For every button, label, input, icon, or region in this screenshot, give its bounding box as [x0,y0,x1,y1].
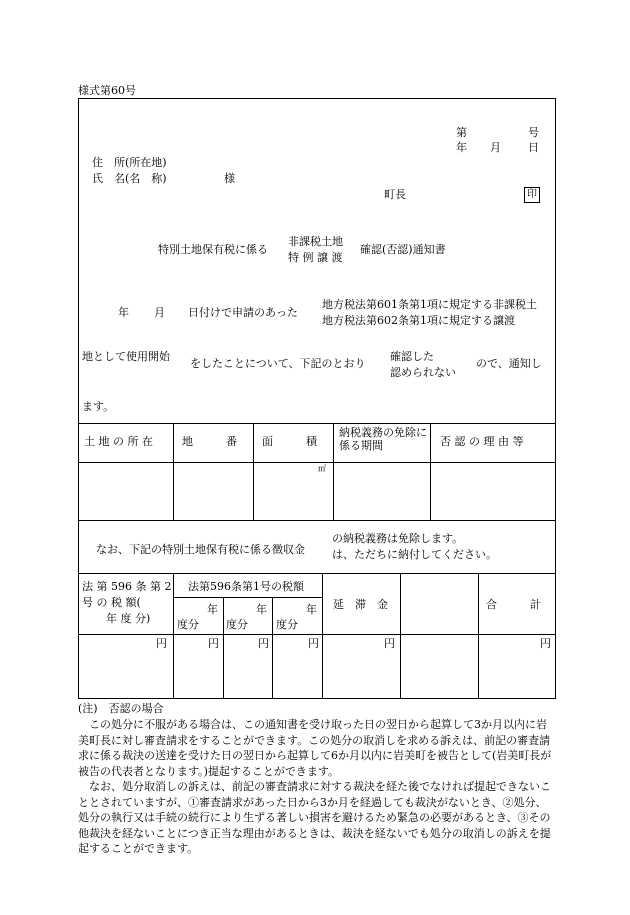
fiscal-year-label: 度分 [226,618,248,631]
name-label: 氏 名(名 称) [92,172,167,185]
form-number: 様式第60号 [78,84,136,97]
title-prefix: 特別土地保有税に係る [158,243,268,256]
tax-art596-2-line3: 年 度 分) [106,612,151,625]
date-day: 日 [528,141,539,154]
note-paragraph-2: なお、処分取消しの訴えは、前記の審査請求に対する裁決を経た後でなければ提起できないこととされていますが、①審査請求があった日から3か月を経過しても裁決がないとき、②処分、処分の執行又は手続の続行により生ずる著しい損害を避けるため緊急の必要があるとき、③その他裁決を経ないことにつき正当な理由があるときは、裁決を経ないでも処分の取消しの訴えを提起することができます。 [78,780,551,855]
col-land-location: 土 地 の 所 在 [84,435,153,448]
body-law-602: 地方税法第602条第1項に規定する譲渡 [322,314,515,327]
tax-art596-1-header: 法第596条第1号の税額 [188,580,304,593]
col-lot-number: 地 番 [182,435,237,448]
body-line3: ます。 [82,400,115,413]
body-option-rejected: 認められない [390,366,456,379]
col-rejection-reason: 否 認 の 理 由 等 [440,435,524,448]
fiscal-year-label: 度分 [276,618,298,631]
yen-unit: 円 [208,637,219,650]
table1-bottom-line [78,520,556,521]
body-law-601: 地方税法第601条第1項に規定する非課税土 [322,298,537,311]
date-year: 年 [456,141,467,154]
body-line2-lead: 地として使用開始 [82,350,170,363]
yen-unit: 円 [258,637,269,650]
total-header: 合 計 [486,598,541,611]
table2-top-line [78,573,556,574]
col-area: 面 積 [262,435,317,448]
date-month: 月 [490,141,501,154]
notice-option-exempt: の納税義務は免除します。 [332,532,464,545]
body-line2-tail: ので、通知し [476,357,542,370]
late-fee-header: 延 滞 金 [333,598,388,611]
seal-mark: 印 [524,187,540,203]
table1-col-line [430,423,431,520]
table2-col-line [173,573,174,699]
table1-header-line [78,462,556,463]
table1-col-line [253,423,254,520]
year-label: 年 [207,603,218,616]
table1-col-line [333,423,334,520]
year-label: 年 [256,603,267,616]
doc-no-go: 号 [528,126,539,139]
yen-unit: 円 [308,637,319,650]
note-paragraph-1: この処分に不服がある場合は、この通知書を受け取った日の翌日から起算して3か月以内に岩美町長に対し審査請求をすることができます。この処分の取消しを求める訴えは、前記の審査請求に係る裁決の送達を受けた日の翌日から起算して6か月以内に岩美町を被告として(岩美町長が被告の代表者となります。)提起することができます。 [78,718,552,778]
area-unit: ㎡ [318,464,326,473]
table2-col-line [400,573,401,699]
notice-option-pay: は、ただちに納付してください。 [332,548,497,561]
table2-col-line [478,573,479,699]
body-line2-mid: をしたことについて、下記のとおり [190,357,366,370]
note-body [78,717,552,857]
col-exemption-period: 納税義務の免除に係る期間 [339,426,427,453]
fiscal-year-label: 度分 [177,618,199,631]
note-title: (注) 否認の場合 [78,702,164,715]
tax-art596-2-line2: 号 の 税 額( [82,596,141,609]
doc-no-dai: 第 [456,126,467,139]
table2-col-line [322,573,323,699]
table2-header-line [78,634,556,635]
table1-top-line [78,423,556,424]
year-label: 年 [306,603,317,616]
table2-sub-line [173,597,322,598]
form-frame [78,98,556,699]
tax-art596-2-line1: 法 第 596 条 第 2 [82,580,172,593]
table2-col-line [223,597,224,699]
title-option-nontaxable: 非課税土地 [288,235,343,248]
title-option-special-transfer: 特 例 譲 渡 [288,251,343,264]
body-option-confirmed: 確認した [390,350,434,363]
body-month: 月 [154,306,165,319]
body-year: 年 [118,306,129,319]
title-suffix: 確認(否認)通知書 [360,243,446,256]
table2-col-line [272,597,273,699]
notice-lead: なお、下記の特別土地保有税に係る徴収金 [96,543,305,556]
mayor-label: 町長 [384,188,406,201]
table1-col-line [173,423,174,520]
yen-unit: 円 [540,637,551,650]
address-label: 住 所(所在地) [92,156,167,169]
honorific: 様 [224,172,235,185]
body-applied: 日付けで申請のあった [188,306,298,319]
yen-unit: 円 [384,637,395,650]
yen-unit: 円 [156,637,167,650]
